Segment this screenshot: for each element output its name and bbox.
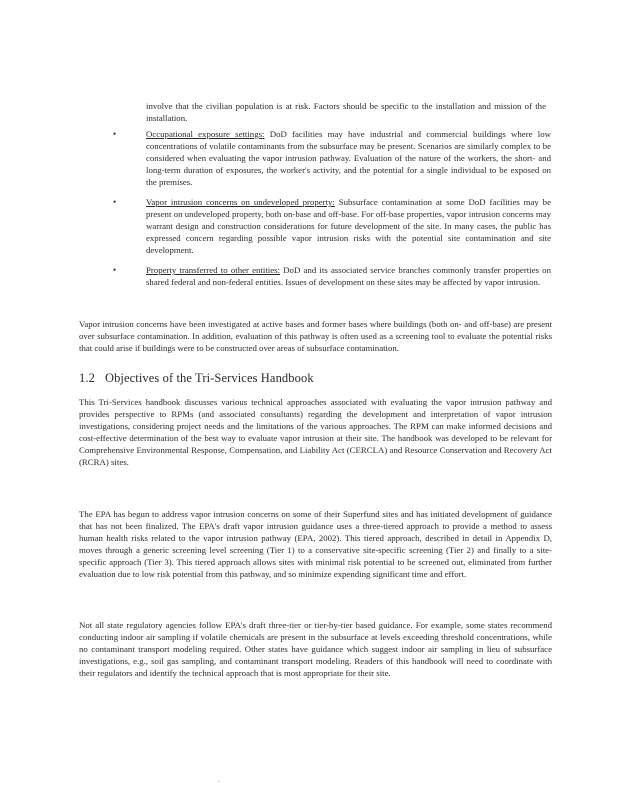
bullet-lead: Property transferred to other entities: [146, 265, 280, 275]
paragraph-vapor-intrusion-concerns: Vapor intrusion concerns have been investigated at active bases and former bases where buildings (both on- and off-base) are present over subsurface contamination. In addition, evaluation of this pathway is often used as a screening tool to evaluate the potential risks that could arise if buildings were to be constructed over areas of subsurface contamination. [79, 319, 552, 353]
paragraph-handbook-purpose: This Tri-Services handbook discusses various technical approaches associated with evaluating the vapor intrusion pathway and provides perspective to RPMs (and associated consultants) regarding the development and interpretation of vapor intrusion investigations, considering project needs and the limitations of the various approaches. The RPM can make informed decisions and cost-effective determination of the best way to evaluate vapor intrusion at their site. The handbook was developed to be relevant for Comprehensive Environmental Response, Compensation, and Liability Act (CERCLA) and Resource Conservation and Recovery Act (RCRA) sites. [79, 397, 552, 467]
bullet-item [111, 128, 551, 188]
intro-fragment: involve that the civilian population is at risk. Factors should be specific to the installation and mission of the installation. [146, 101, 546, 123]
bullet-icon: • [113, 265, 117, 275]
bullet-lead: Occupational exposure settings: [146, 129, 265, 139]
bullet-lead: Vapor intrusion concerns on undeveloped property: [146, 197, 335, 207]
section-number: 1.2 [79, 371, 95, 385]
bullet-text: DoD and its associated service branches commonly transfer properties on shared federal and non-federal entities. Issues of development on these sites may be affected by vapor intrusion. [146, 265, 551, 287]
bullet-item [111, 196, 551, 256]
bullet-text: Subsurface contamination at some DoD facilities may be present on undeveloped property, both on-base and off-base. For off-base properties, vapor intrusion concerns may warrant design and construction considerations for future development of the site. In many cases, the public has expressed concern regarding possible vapor intrusion risks with the potential site contamination and site development. [146, 197, 551, 255]
footer-mark: . [218, 776, 220, 784]
bullet-icon: • [113, 129, 117, 139]
section-heading [79, 371, 314, 386]
paragraph-epa-guidance: The EPA has begun to address vapor intrusion concerns on some of their Superfund sites and has initiated development of guidance that has not been finalized. The EPA's draft vapor intrusion guidance uses a three-tiered approach to provide a method to assess human health risks related to the vapor intrusion pathway (EPA, 2002). This tiered approach, described in detail in Appendix D, moves through a generic screening level screening (Tier 1) to a conservative site-specific screening (Tier 2) and finally to a site-specific approach (Tier 3). This tiered approach allows sites with minimal risk potential to be screened out, eliminated from further evaluation due to low risk potential from this pathway, and so minimize expending significant time and effort. [79, 509, 552, 579]
section-title: Objectives of the Tri-Services Handbook [104, 371, 314, 385]
bullet-item [111, 264, 551, 288]
paragraph-state-agencies: Not all state regulatory agencies follow EPA's draft three-tier or tier-by-tier based guidance. For example, some states recommend conducting indoor air sampling if volatile chemicals are present in the subsurface at levels exceeding threshold concentrations, while no contaminant transport modeling required. Other states have guidance which suggest indoor air sampling in lieu of subsurface investigations, e.g., soil gas sampling, and contaminant transport modeling. Readers of this handbook will need to coordinate with their regulators and identify the technical approach that is most appropriate for their site. [79, 620, 552, 678]
bullet-icon: • [113, 197, 117, 207]
bullet-list [111, 128, 551, 296]
bullet-text: DoD facilities may have industrial and commercial buildings where low concentrations of volatile contaminants from the subsurface may be present. Scenarios are similarly complex to be considered when evaluating the vapor intrusion pathway. Evaluation of the nature of the workers, the short- and long-term duration of exposures, the worker's activity, and the potential for a single individual to be exposed on the premises. [146, 129, 551, 187]
